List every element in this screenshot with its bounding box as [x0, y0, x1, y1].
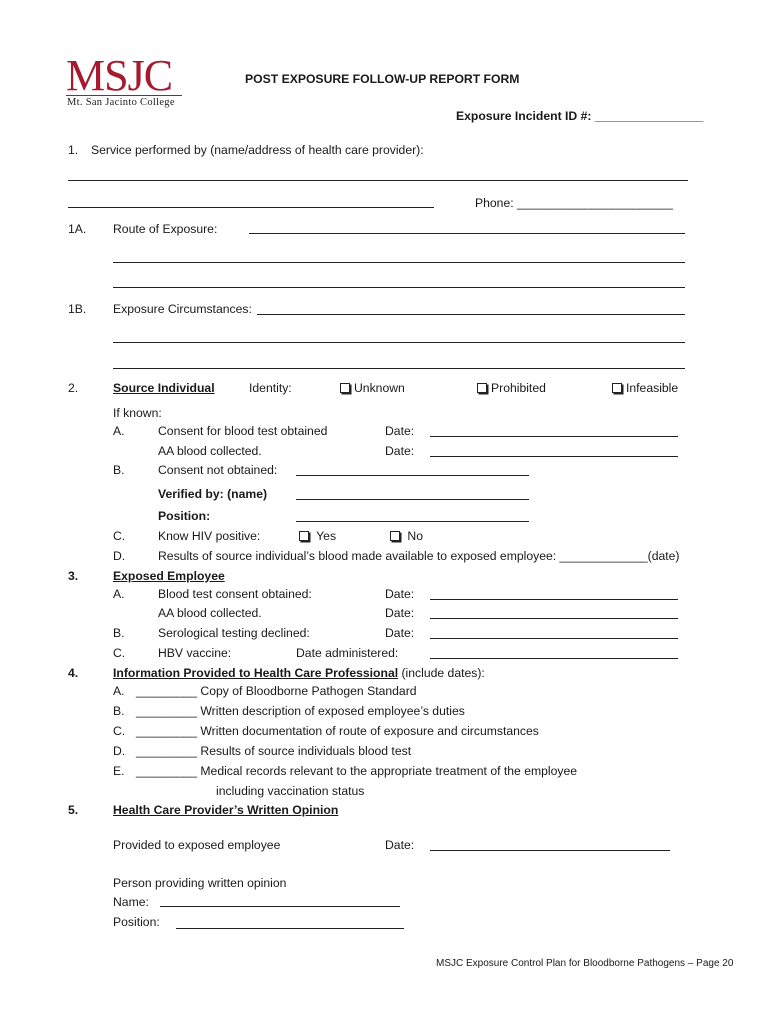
s3-number: 3. [68, 569, 79, 583]
serological-declined-label: Serological testing declined: [158, 626, 310, 640]
verified-by-label: Verified by: (name) [158, 487, 268, 501]
s5-number: 5. [68, 803, 79, 817]
s5-name-line[interactable] [160, 906, 400, 907]
s2-number: 2. [68, 381, 79, 395]
identity-unknown-option[interactable] [340, 381, 405, 395]
s5-name-label: Name: [113, 895, 149, 909]
s1a-line-2[interactable] [113, 262, 685, 263]
checkbox-icon[interactable] [299, 531, 309, 541]
s2-consent-label: Consent for blood test obtained [158, 424, 328, 438]
s1a-line-3[interactable] [113, 287, 685, 288]
s2-d-letter: D. [113, 549, 126, 563]
s5-date-line[interactable] [430, 850, 670, 851]
s2-heading: Source Individual [113, 381, 215, 395]
date-administered-line[interactable] [430, 658, 678, 659]
s3-b-letter: B. [113, 626, 125, 640]
s2-blood-label: AA blood collected. [158, 444, 262, 458]
s4-item-source-results[interactable]: _________ Results of source individuals blood test [136, 744, 412, 758]
identity-infeasible-label: Infeasible [626, 381, 679, 395]
s1-line-1[interactable] [68, 180, 688, 181]
identity-infeasible-option[interactable] [612, 381, 678, 395]
s5-date-label: Date: [385, 838, 415, 852]
s1b-number: 1B. [68, 302, 87, 316]
s4-item-letter: B. [113, 704, 125, 718]
hiv-yes-label: Yes [316, 529, 337, 543]
s4-heading: Information Provided to Health Care Professional [113, 666, 399, 680]
identity-unknown-label: Unknown [354, 381, 405, 395]
s2-consent-date-label: Date: [385, 424, 415, 438]
s4-item-copy-standard[interactable]: _________ Copy of Bloodborne Pathogen Standard [136, 684, 417, 698]
s1-number: 1. [68, 143, 79, 157]
know-hiv-label: Know HIV positive: [158, 529, 261, 543]
if-known-label: If known: [113, 406, 162, 420]
s2-c-letter: C. [113, 529, 126, 543]
s4-item-letter: D. [113, 744, 126, 758]
s4-item-letter: E. [113, 764, 125, 778]
s2-blood-date-label: Date: [385, 444, 415, 458]
checkbox-icon[interactable] [340, 383, 350, 393]
s2-blood-date-line[interactable] [430, 456, 678, 457]
s2-b-letter: B. [113, 463, 125, 477]
s2-consent-not-obtained-label: Consent not obtained: [158, 463, 278, 477]
s4-heading-row [113, 666, 485, 680]
s5-position-label: Position: [113, 915, 160, 929]
s2-consent-not-obtained-line[interactable] [296, 475, 529, 476]
person-providing-label: Person providing written opinion [113, 876, 287, 890]
identity-prohibited-option[interactable] [477, 381, 546, 395]
checkbox-icon[interactable] [477, 383, 487, 393]
s4-heading-suffix: (include dates): [398, 666, 485, 680]
s3-serological-date-label: Date: [385, 626, 415, 640]
hiv-yes-option[interactable] [299, 529, 336, 543]
s4-number: 4. [68, 666, 79, 680]
checkbox-icon[interactable] [612, 383, 622, 393]
s4-item-medical-records[interactable]: _________ Medical records relevant to the appropriate treatment of the employee [136, 764, 578, 778]
s2-consent-date-line[interactable] [430, 436, 678, 437]
provided-label: Provided to exposed employee [113, 838, 281, 852]
s1b-line-1[interactable] [257, 314, 685, 315]
s4-item-route-documentation[interactable]: _________ Written documentation of route of exposure and circumstances [136, 724, 539, 738]
s3-blood-label: AA blood collected. [158, 606, 262, 620]
s2-position-label: Position: [158, 509, 211, 523]
identity-label: Identity: [249, 381, 292, 395]
s1b-label: Exposure Circumstances: [113, 302, 252, 316]
hiv-no-option[interactable] [390, 529, 423, 543]
s4-item-letter: A. [113, 684, 125, 698]
identity-prohibited-label: Prohibited [491, 381, 546, 395]
hbv-vaccine-label: HBV vaccine: [158, 646, 232, 660]
msjc-logo: MSJC [66, 51, 173, 100]
verified-by-line[interactable] [296, 499, 529, 500]
s1a-number: 1A. [68, 222, 87, 236]
s1b-line-3[interactable] [113, 368, 685, 369]
checkbox-icon[interactable] [390, 531, 400, 541]
s1b-line-2[interactable] [113, 342, 685, 343]
date-administered-label: Date administered: [296, 646, 399, 660]
s3-blood-date-label: Date: [385, 606, 415, 620]
form-title: POST EXPOSURE FOLLOW-UP REPORT FORM [245, 72, 520, 86]
s1-line-2[interactable] [68, 207, 434, 208]
page-footer: MSJC Exposure Control Plan for Bloodborne Pathogens – Page 20 [436, 958, 734, 969]
s1a-line-1[interactable] [249, 233, 685, 234]
s4-item-continuation: including vaccination status [216, 784, 365, 798]
s4-item-duties[interactable]: _________ Written description of exposed employee’s duties [136, 704, 465, 718]
s1a-label: Route of Exposure: [113, 222, 218, 236]
s3-consent-date-label: Date: [385, 587, 415, 601]
s5-position-line[interactable] [176, 928, 404, 929]
incident-id-field[interactable]: Exposure Incident ID #: ________________ [456, 109, 704, 123]
phone-field[interactable]: Phone: _______________________ [475, 196, 673, 210]
s3-blood-date-line[interactable] [430, 618, 678, 619]
hiv-no-label: No [407, 529, 423, 543]
results-available-field[interactable]: Results of source individual’s blood made available to exposed employee: _____________(date) [158, 549, 680, 563]
s1-label: Service performed by (name/address of health care provider): [91, 143, 424, 157]
s3-a-letter: A. [113, 587, 125, 601]
s3-c-letter: C. [113, 646, 126, 660]
s3-consent-date-line[interactable] [430, 599, 678, 600]
s3-serological-date-line[interactable] [430, 638, 678, 639]
s2-a-letter: A. [113, 424, 125, 438]
s3-consent-label: Blood test consent obtained: [158, 587, 312, 601]
logo-rule [66, 95, 182, 96]
logo-subtitle: Mt. San Jacinto College [67, 97, 175, 108]
s4-item-letter: C. [113, 724, 126, 738]
s5-heading: Health Care Provider’s Written Opinion [113, 803, 339, 817]
s3-heading: Exposed Employee [113, 569, 225, 583]
s2-position-line[interactable] [296, 521, 529, 522]
